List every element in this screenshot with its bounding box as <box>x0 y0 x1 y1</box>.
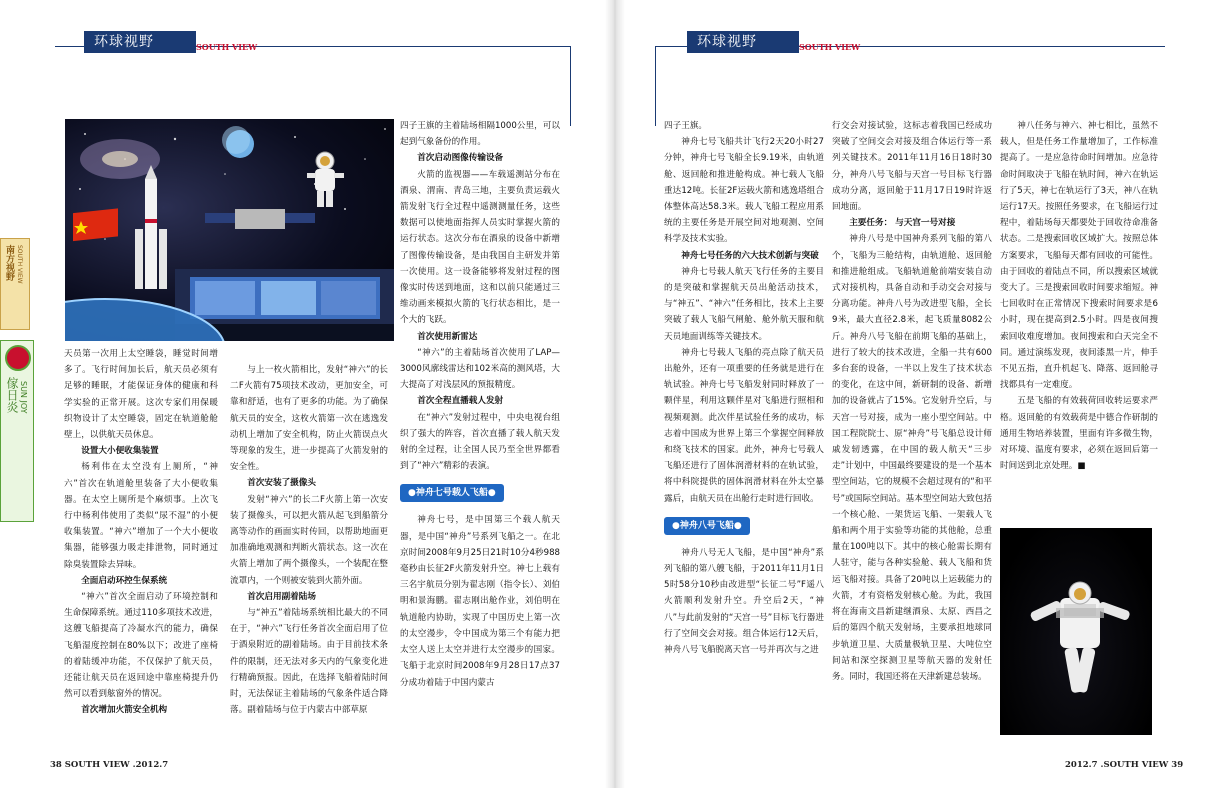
paragraph: 神舟七号，是中国第三个载人航天器，是中国“神舟”号系列飞船之一。在北京时间2008年9月25日21时10分4秒988毫秒由长征2F火箭发射升空。神七上载有三名宇航员分别为翟志刚（指令长）、刘伯明和景海鹏。翟志刚出舱作业，刘伯明在轨道舱内协助，实现了中国历史上第一次的太空漫步，令中国成为第三个有能力把太空人送上太空并进行太空漫步的国家。飞船于北京时间2008年9月28日17点37分成功着陆于中国内蒙古 <box>400 515 560 688</box>
section-sub-left: SOUTH VIEW <box>196 42 258 52</box>
section-badge-shenzhou8: ●神舟八号飞船● <box>664 517 750 535</box>
paragraph: “神六”的主着陆场首次使用了LAP—3000风廓线雷达和102米高的测风塔，大大提高了对浅层风的预报精度。 <box>400 347 560 391</box>
subheading: 首次增加火箭安全机构 <box>81 705 168 716</box>
paragraph: 天员第一次用上太空睡袋，睡觉时间增多了。飞行时间加长后，航天员必须有足够的睡眠，才能保证身体的健康和科学实验的正常开展。这次专家们用保暖织物设计了太空睡袋，固定在轨道舱舱壁上，以供航天员休息。 <box>64 349 218 441</box>
column-tab-label: 傢日炎 <box>5 377 19 413</box>
subheading: 首次使用新雷达 <box>417 331 478 342</box>
left-column-1 <box>64 346 218 719</box>
paragraph: 与“神五”着陆场系统相比最大的不同在于，“神六”飞行任务首次全面启用了位于酒泉附近的副着陆场。由于目前技术条件的限制，还无法对多天内的气象变化进行精确预报。因此，在选择飞船着陆时间时，无法保证主着陆场的气象条件适合降落。副着陆场与位于内蒙古中部草原 <box>230 608 388 716</box>
magazine-side-tab <box>0 238 30 330</box>
space-collage-photo <box>65 119 394 341</box>
right-column-2 <box>832 118 992 685</box>
paragraph: 神舟七号载人航天飞行任务的主要目的是突破和掌握航天员出舱活动技术，与“神五”、“神六”任务相比，技术上主要突破了载人飞船气闸舱、舱外航天服和航天员地面训练等关键技术。 <box>664 266 824 342</box>
subheading: 首次全程直播载人发射 <box>417 396 504 407</box>
section-title-left: 环球视野 <box>84 31 196 53</box>
magazine-tab-label-en: SOUTH VIEW <box>16 245 23 284</box>
paragraph: 神舟七号载人飞船的亮点除了航天员出舱外，还有一项重要的任务就是进行在轨试验。神舟七号飞船发射同时释放了一颗伴星，利用这颗伴星对飞船进行照相和视频观测。此次伴星试验任务的成功，标志着中国成为世界上第三个掌握空间释放和绕飞技术的国家。此外，神舟七号载人飞船还进行了固体润滑材料的在轨试验，将中科院提供的固体润滑材料在外太空暴露后，由航天员在出舱行走时进行回收。 <box>664 347 824 504</box>
astronaut-spacewalk-photo <box>1000 528 1152 735</box>
paragraph: 与上一枚火箭相比，发射“神六”的长二F火箭有75项技术改动，更加安全，可靠和舒适，也有了更多的功能。为了确保航天员的安全，这枚火箭第一次在逃逸发动机上增加了安全机构，防止火箭误点火等现象的发生，进一步提高了火箭发射的安全性。 <box>230 365 388 473</box>
left-column-2 <box>230 362 388 718</box>
paragraph: 发射“神六”的长二F火箭上第一次安装了摄像头，可以把火箭从起飞到船箭分离等动作的画面实时传回，以帮助地面更加准确地观测和判断火箭状态。这一次在火箭上增加了两个摄像头，一个装配在整流罩内，一个则被安装到火箭外面。 <box>230 494 388 586</box>
paragraph: 神舟七号飞船共计飞行2天20小时27分钟，神舟七号飞船全长9.19米，由轨道舱、返回舱和推进舱构成。神七载人飞船重达12吨。长征2F运载火箭和逃逸塔组合体整体高达58.3米。载人飞船工程应用系统的主要任务是开展空间对地观测、空间科学及技术实验。 <box>664 137 824 245</box>
right-column-3 <box>1000 118 1158 474</box>
paragraph: “神六”首次全面启动了环境控制和生命保障系统。通过110多项技术改进，这艘飞船提高了冷凝水汽的能力，确保飞船湿度控制在80%以下；改进了座椅的着陆缓冲功能，不仅保护了航天员，还能让航天员在返回途中靠座椅提升仍然可以看到舷窗外的情况。 <box>64 592 218 700</box>
paragraph: 四子王旗。 <box>664 121 707 131</box>
column-side-tab <box>0 340 34 522</box>
paragraph: 行交会对接试验，这标志着我国已经成功突破了空间交会对接及组合体运行等一系列关键技术。2011年11月16日18时30分，神舟八号飞船与天宫一号目标飞行器成功分离，返回舱于11月17日19时许返回地面。 <box>832 121 992 213</box>
paragraph: 火箭的监视器——车载遥测站分布在酒泉、渭南、青岛三地，主要负责运载火箭发射飞行全过程中遥测测量任务，这些数据可以使地面指挥人员实时掌握火箭的运行状态。这次分布在酒泉的设备中新增了图像传输设备，是由我国自主研发并第一次使用。这一设备能够将发射过程的图像实时传送到地面，这和以前只能通过三维动画来模拟火箭的飞行状态相比，是一个大的飞跃。 <box>400 169 560 326</box>
astronaut-illustration <box>1000 528 1152 735</box>
page-footer-left: 38 SOUTH VIEW .2012.7 <box>50 760 169 770</box>
subheading: 首次安装了摄像头 <box>247 478 316 489</box>
right-column-1 <box>664 118 824 658</box>
paragraph: 神舟八号是中国神舟系列飞船的第八个，飞船为三舱结构，由轨道舱、返回舱和推进舱组成。飞船轨道舱前端安装自动式对接机构，具备自动和手动交会对接与分离功能。神舟八号为改进型飞船，全长9米，最大直径2.8米，起飞质量8082公斤。神舟八号飞船在前期飞船的基础上，进行了较大的技术改进，全船一共有600多台套的设备，一半以上发生了技术状态的变化，在这中间，新研制的设备、新增加的设备就占了15%。它发射升空后，与天宫一号对接，成为一座小型空间站。中国工程院院士、原“神舟”号飞船总设计师戚发轫透露，在中国的载人航天“三步走”计划中，中国最终要建设的是一个基本型空间站，它的规模不会超过现有的“和平号”或国际空间站。基本型空间站大致包括一个核心舱、一架货运飞船、一架载人飞船和两个用于实验等功能的其他舱，总重量在100吨以下。其中的核心舱需长期有人驻守，能与各种实验舱、载人飞船和货运飞船对接。具备了20吨以上运载能力的火箭，才有资格发射核心舱。为此，我国将在海南文昌新建继酒泉、太原、西昌之后的第四个航天发射场，主要承担地球同步轨道卫星、大质量极轨卫星、大吨位空间站和深空探测卫星等航天器的发射任务。同时，我国还将在天津新建总装场。 <box>832 234 992 682</box>
page-footer-right: 2012.7 .SOUTH VIEW 39 <box>1065 760 1184 770</box>
page-gutter <box>605 0 625 788</box>
paragraph: 四子王旗的主着陆场相隔1000公里，可以起到气象备份的作用。 <box>400 121 560 148</box>
subheading: 全面启动环控生保系统 <box>81 575 168 586</box>
paragraph: 在“神六”发射过程中，中央电视台组织了强大的阵容，首次直播了载人航天发射的全过程，让全国人民乃至全世界都看到了“神六”精彩的表演。 <box>400 412 560 472</box>
paragraph: 五是飞船的有效载荷回收转运要求严格。返回舱的有效载荷是中德合作研制的通用生物培养装置，里面有许多微生物，对环境、温度有要求，必须在返回后第一时间送到北京处理。■ <box>1000 396 1158 472</box>
subheading: 设置大小便收集装置 <box>81 446 159 457</box>
subheading: 神舟七号任务的六大技术创新与突破 <box>681 250 819 261</box>
paragraph: 神八任务与神六、神七相比，虽然不载人，但是任务工作量增加了，工作标准提高了。一是应急待命时间增加。应急待命时间取决于飞船在轨时间，神六在轨运行了5天，神七在轨运行了3天，神八在轨运行17天。按照任务要求，在飞船运行过程中，着陆场每天都要处于回收待命准备状态。二是搜索回收区域扩大。按照总体方案要求，飞船每天都有回收的可能性。由于回收的着陆点不同，所以搜索区域就变大了。三是搜索回收时间要求缩短。神七回收时在正常情况下搜索时间要求是6小时，现在提高到2.5小时。四是夜间搜索回收难度增加。夜间搜索和白天完全不同。通过演练发现，夜间漆黑一片，伸手不见五指，直升机起飞、降落、返回舱寻找都具有一定难度。 <box>1000 121 1158 391</box>
section-title-right: 环球视野 <box>687 31 799 53</box>
paragraph: 杨利伟在太空没有上厕所，“神六”首次在轨道舱里装备了大小便收集器。在太空上厕所是个麻烦事。上次飞行中杨利伟使用了类似“尿不湿”的小便收集装置。“神六”增加了一个大小便收集器，能够强力吸走排泄物，同时通过除臭装置除去异味。 <box>64 462 218 570</box>
logo-icon <box>5 345 31 371</box>
header-rule-right-vertical <box>655 46 656 126</box>
space-collage-illustration <box>65 119 394 341</box>
header-rule-left-vertical <box>570 46 571 126</box>
section-sub-right: SOUTH VIEW <box>799 42 861 52</box>
column-tab-label-en: SUN JOY <box>19 381 28 414</box>
subheading: 首次启动图像传输设备 <box>417 153 504 164</box>
left-column-3 <box>400 118 560 691</box>
subheading: 主要任务： 与天宫一号对接 <box>849 218 956 229</box>
magazine-tab-label: 南方视野 <box>4 245 14 281</box>
subheading: 首次启用副着陆场 <box>247 591 316 602</box>
section-badge-shenzhou7: ●神舟七号载人飞船● <box>400 484 504 502</box>
paragraph: 神舟八号无人飞船，是中国“神舟”系列飞船的第八艘飞船，于2011年11月1日5时58分10秒由改进型“长征二号”F遥八火箭顺利发射升空。升空后2天，“神八”与此前发射的“天宫一号”目标飞行器进行了空间交会对接。组合体运行12天后，神舟八号飞船脱离天宫一号并再次与之进 <box>664 547 824 656</box>
